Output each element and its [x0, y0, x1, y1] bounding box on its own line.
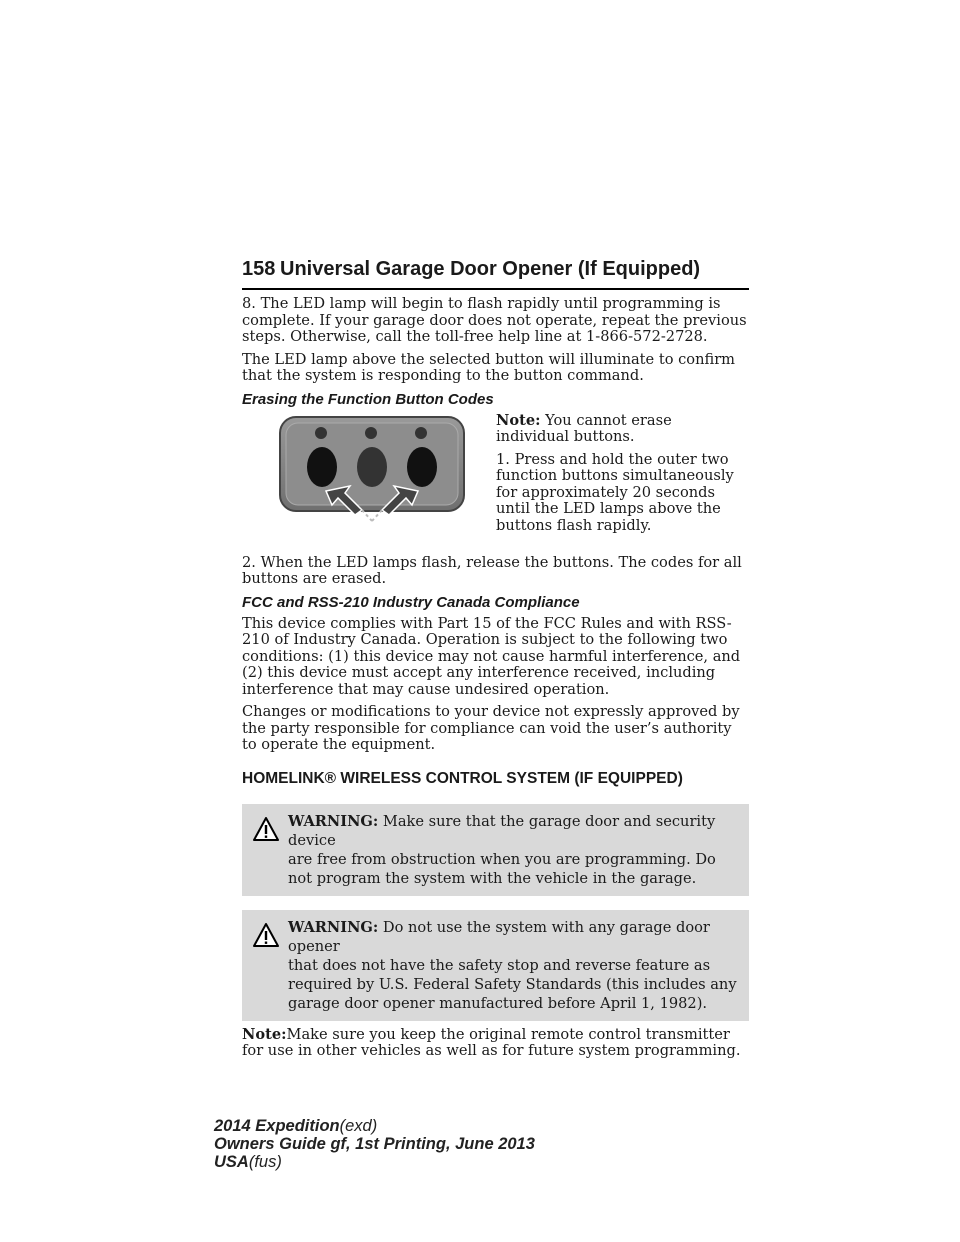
- homelink-heading: HOMELINK® WIRELESS CONTROL SYSTEM (IF EQUIPPED): [242, 769, 683, 787]
- footer-model: 2014 Expedition: [214, 1117, 340, 1135]
- garage-opener-buttons-illustration: [278, 415, 468, 523]
- warning-box-1: [242, 804, 749, 896]
- footer-guide-info: Owners Guide gf, 1st Printing, June 2013: [214, 1135, 535, 1153]
- page-footer: [214, 1117, 535, 1171]
- erase-figure-block: [242, 413, 749, 555]
- warning-triangle-icon: [252, 922, 280, 948]
- note-2-label: Note:: [242, 1025, 287, 1043]
- erase-instructions: [496, 413, 749, 535]
- warning-box-2: [242, 910, 749, 1021]
- fcc-paragraph-1: This device complies with Part 15 of the FCC Rules and with RSS-210 of Industry Canada. Operation is subject to the following two conditions: (1) this device may not cause harmful interference, and (2) this device must accept any interference received, including interference that may cause undesired operation.: [242, 614, 741, 698]
- fcc-heading: FCC and RSS-210 Industry Canada Compliance: [242, 593, 580, 611]
- page-header: [242, 258, 749, 288]
- erase-note: [496, 413, 749, 446]
- header-divider: [242, 288, 749, 290]
- warning-label: WARNING:: [288, 812, 379, 830]
- warning-1-line-1: Make sure that the garage door and security device: [288, 812, 716, 849]
- step-8-text: 8. The LED lamp will begin to flash rapidly until programming is complete. If your garage door does not operate, repeat the previous steps. Otherwise, call the toll-free help line at 1-866-572-2728.: [242, 295, 747, 345]
- footer-model-code: (exd): [339, 1117, 378, 1135]
- warning-2-line-1: Do not use the system with any garage door opener: [288, 918, 710, 955]
- warning-triangle-icon: [252, 816, 280, 842]
- page-content: [242, 296, 749, 1060]
- footer-market-code: (fus): [248, 1153, 282, 1171]
- warning-1-text: are free from obstruction when you are programming. Do not program the system with the vehicle in the garage.: [288, 850, 716, 887]
- erase-step-2-text: 2. When the LED lamps flash, release the buttons. The codes for all buttons are erased.: [242, 553, 742, 587]
- page-number: 158: [242, 258, 276, 280]
- footer-market: USA: [214, 1153, 249, 1171]
- note-text: You cannot erase individual buttons.: [496, 411, 672, 445]
- warning-label: WARNING:: [288, 918, 379, 936]
- warning-2-text: that does not have the safety stop and reverse feature as required by U.S. Federal Safety Standards (this includes any garage door opener manufactured before April 1, 1982).: [288, 956, 737, 1012]
- note-2-text: Make sure you keep the original remote control transmitter for use in other vehicles as well as for future system programming.: [242, 1025, 741, 1059]
- fcc-paragraph-2: Changes or modifications to your device not expressly approved by the party responsible for compliance can void the user’s authority to operate the equipment.: [242, 703, 740, 753]
- erasing-heading: Erasing the Function Button Codes: [242, 390, 494, 408]
- chapter-title: Universal Garage Door Opener (If Equipped): [280, 258, 701, 280]
- erase-step-1-text: 1. Press and hold the outer two function buttons simultaneously for approximately 20 seconds until the LED lamps above the buttons flash rapidly.: [496, 450, 734, 534]
- led-confirm-text: The LED lamp above the selected button will illuminate to confirm that the system is responding to the button command.: [242, 350, 736, 384]
- note-2: [242, 1027, 749, 1060]
- note-label: Note:: [496, 411, 541, 429]
